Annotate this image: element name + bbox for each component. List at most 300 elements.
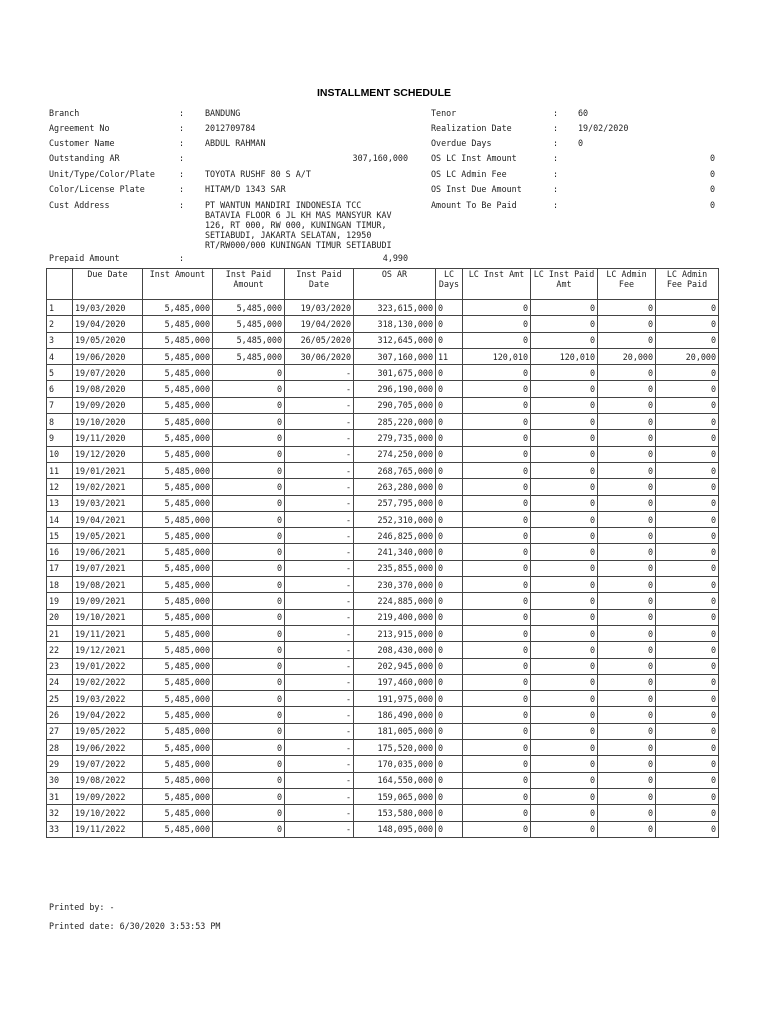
- cell-inst-amount: 5,485,000: [143, 462, 213, 478]
- cell-lc-inst-paid-amt: 0: [531, 560, 598, 576]
- table-row: [47, 365, 719, 381]
- installment-table: [46, 268, 719, 838]
- cell-row-no: 9: [47, 430, 73, 446]
- cell-row-no: 27: [47, 723, 73, 739]
- cell-inst-paid-date: -: [285, 658, 354, 674]
- label-overdue-days: Overdue Days: [431, 138, 492, 148]
- cell-lc-admin-fee: 0: [598, 658, 656, 674]
- cell-lc-admin-fee-paid: 0: [656, 365, 719, 381]
- value-realization-date: 19/02/2020: [578, 123, 629, 133]
- cell-os-ar: 153,580,000: [354, 805, 436, 821]
- cell-lc-days: 0: [436, 511, 463, 527]
- table-row: [47, 381, 719, 397]
- cell-due-date: 19/05/2020: [73, 332, 143, 348]
- label-branch: Branch: [49, 108, 80, 118]
- cell-os-ar: 197,460,000: [354, 674, 436, 690]
- cell-due-date: 19/06/2020: [73, 348, 143, 364]
- cell-lc-admin-fee: 0: [598, 593, 656, 609]
- colon: :: [179, 184, 185, 194]
- cell-lc-inst-amt: 0: [463, 332, 531, 348]
- cell-inst-amount: 5,485,000: [143, 365, 213, 381]
- table-row: [47, 772, 719, 788]
- cell-lc-inst-paid-amt: 0: [531, 723, 598, 739]
- col-header-os-ar: OS AR: [354, 269, 436, 300]
- cell-os-ar: 181,005,000: [354, 723, 436, 739]
- table-row: [47, 479, 719, 495]
- cell-inst-amount: 5,485,000: [143, 691, 213, 707]
- cell-lc-inst-amt: 0: [463, 723, 531, 739]
- table-row: [47, 658, 719, 674]
- cell-lc-inst-paid-amt: 0: [531, 821, 598, 837]
- cell-lc-admin-fee: 0: [598, 381, 656, 397]
- table-row: [47, 348, 719, 364]
- cell-lc-inst-amt: 0: [463, 430, 531, 446]
- table-row: [47, 430, 719, 446]
- cell-due-date: 19/12/2020: [73, 446, 143, 462]
- cell-inst-paid-date: 26/05/2020: [285, 332, 354, 348]
- table-row: [47, 316, 719, 332]
- cell-os-ar: 186,490,000: [354, 707, 436, 723]
- cell-lc-inst-paid-amt: 0: [531, 707, 598, 723]
- cell-inst-paid-date: -: [285, 723, 354, 739]
- cell-inst-amount: 5,485,000: [143, 348, 213, 364]
- cell-lc-inst-amt: 0: [463, 788, 531, 804]
- cell-os-ar: 312,645,000: [354, 332, 436, 348]
- cell-lc-admin-fee: 0: [598, 674, 656, 690]
- cell-lc-inst-amt: 0: [463, 707, 531, 723]
- cell-lc-inst-amt: 0: [463, 609, 531, 625]
- cell-due-date: 19/08/2022: [73, 772, 143, 788]
- cell-lc-inst-amt: 0: [463, 821, 531, 837]
- cell-lc-admin-fee-paid: 0: [656, 446, 719, 462]
- cell-lc-inst-paid-amt: 0: [531, 446, 598, 462]
- label-os-lc-admin-fee: OS LC Admin Fee: [431, 169, 507, 179]
- cell-lc-inst-paid-amt: 0: [531, 805, 598, 821]
- cell-lc-admin-fee-paid: 0: [656, 593, 719, 609]
- cell-lc-admin-fee-paid: 0: [656, 528, 719, 544]
- cell-lc-days: 0: [436, 446, 463, 462]
- cell-inst-paid-amount: 0: [213, 691, 285, 707]
- cell-inst-amount: 5,485,000: [143, 593, 213, 609]
- cell-inst-paid-amount: 0: [213, 397, 285, 413]
- cell-due-date: 19/06/2022: [73, 740, 143, 756]
- cell-row-no: 23: [47, 658, 73, 674]
- cell-lc-admin-fee-paid: 0: [656, 691, 719, 707]
- cell-row-no: 4: [47, 348, 73, 364]
- cell-lc-admin-fee-paid: 0: [656, 316, 719, 332]
- cell-lc-inst-amt: 0: [463, 300, 531, 316]
- cell-row-no: 29: [47, 756, 73, 772]
- cell-inst-amount: 5,485,000: [143, 723, 213, 739]
- cell-lc-admin-fee-paid: 0: [656, 756, 719, 772]
- cell-lc-admin-fee: 0: [598, 528, 656, 544]
- table-row: [47, 577, 719, 593]
- value-os-lc-admin-fee: 0: [709, 169, 715, 179]
- colon: :: [179, 169, 185, 179]
- cell-inst-amount: 5,485,000: [143, 332, 213, 348]
- cell-lc-admin-fee-paid: 0: [656, 332, 719, 348]
- cell-inst-amount: 5,485,000: [143, 414, 213, 430]
- cell-lc-admin-fee: 0: [598, 446, 656, 462]
- table-header-row: [47, 269, 719, 300]
- cell-lc-days: 0: [436, 772, 463, 788]
- cell-os-ar: 318,130,000: [354, 316, 436, 332]
- cell-lc-days: 0: [436, 560, 463, 576]
- col-header-lc-inst-paid-amt: LC Inst Paid Amt: [531, 269, 598, 300]
- cell-due-date: 19/11/2021: [73, 625, 143, 641]
- cell-lc-admin-fee: 20,000: [598, 348, 656, 364]
- cell-lc-inst-amt: 0: [463, 414, 531, 430]
- cell-lc-inst-amt: 0: [463, 528, 531, 544]
- cell-inst-paid-date: -: [285, 674, 354, 690]
- value-outstanding-ar: 307,160,000: [352, 153, 408, 163]
- cell-inst-paid-date: -: [285, 381, 354, 397]
- cell-os-ar: 170,035,000: [354, 756, 436, 772]
- cell-lc-inst-paid-amt: 0: [531, 528, 598, 544]
- cell-lc-inst-paid-amt: 0: [531, 609, 598, 625]
- cell-row-no: 28: [47, 740, 73, 756]
- cell-due-date: 19/10/2020: [73, 414, 143, 430]
- cell-due-date: 19/02/2021: [73, 479, 143, 495]
- cell-row-no: 1: [47, 300, 73, 316]
- cell-lc-inst-amt: 0: [463, 544, 531, 560]
- cell-inst-paid-date: -: [285, 625, 354, 641]
- cell-lc-admin-fee-paid: 0: [656, 560, 719, 576]
- cell-inst-amount: 5,485,000: [143, 625, 213, 641]
- cell-inst-paid-amount: 0: [213, 414, 285, 430]
- cell-row-no: 5: [47, 365, 73, 381]
- cell-lc-days: 0: [436, 642, 463, 658]
- cell-due-date: 19/06/2021: [73, 544, 143, 560]
- cell-lc-admin-fee: 0: [598, 805, 656, 821]
- cell-os-ar: 296,190,000: [354, 381, 436, 397]
- cell-lc-admin-fee: 0: [598, 707, 656, 723]
- cell-lc-admin-fee: 0: [598, 462, 656, 478]
- cell-due-date: 19/08/2021: [73, 577, 143, 593]
- cell-lc-admin-fee: 0: [598, 544, 656, 560]
- cell-lc-inst-paid-amt: 0: [531, 544, 598, 560]
- cell-lc-inst-paid-amt: 0: [531, 772, 598, 788]
- label-license-plate: Color/License Plate: [49, 184, 145, 194]
- cell-os-ar: 148,095,000: [354, 821, 436, 837]
- cell-os-ar: 213,915,000: [354, 625, 436, 641]
- cell-due-date: 19/05/2021: [73, 528, 143, 544]
- cell-inst-paid-amount: 0: [213, 658, 285, 674]
- cell-lc-admin-fee: 0: [598, 625, 656, 641]
- cell-lc-inst-amt: 120,010: [463, 348, 531, 364]
- cell-os-ar: 246,825,000: [354, 528, 436, 544]
- cell-inst-paid-amount: 0: [213, 462, 285, 478]
- cell-inst-paid-date: -: [285, 544, 354, 560]
- colon: :: [553, 123, 559, 133]
- col-header-no: [47, 269, 73, 300]
- cell-os-ar: 175,520,000: [354, 740, 436, 756]
- cell-inst-paid-date: -: [285, 560, 354, 576]
- cell-due-date: 19/03/2021: [73, 495, 143, 511]
- cell-os-ar: 235,855,000: [354, 560, 436, 576]
- cell-lc-admin-fee: 0: [598, 577, 656, 593]
- cell-inst-paid-amount: 0: [213, 756, 285, 772]
- cell-inst-paid-date: -: [285, 593, 354, 609]
- cell-os-ar: 230,370,000: [354, 577, 436, 593]
- cell-lc-inst-paid-amt: 0: [531, 300, 598, 316]
- cell-inst-paid-date: -: [285, 821, 354, 837]
- cell-inst-amount: 5,485,000: [143, 381, 213, 397]
- cell-lc-days: 0: [436, 495, 463, 511]
- colon: :: [179, 138, 185, 148]
- cell-row-no: 21: [47, 625, 73, 641]
- cell-due-date: 19/01/2021: [73, 462, 143, 478]
- cell-lc-admin-fee: 0: [598, 772, 656, 788]
- cell-lc-days: 0: [436, 756, 463, 772]
- cell-lc-admin-fee-paid: 0: [656, 495, 719, 511]
- cell-lc-inst-amt: 0: [463, 805, 531, 821]
- cell-row-no: 10: [47, 446, 73, 462]
- cell-row-no: 30: [47, 772, 73, 788]
- cell-inst-paid-date: 19/04/2020: [285, 316, 354, 332]
- cell-row-no: 31: [47, 788, 73, 804]
- value-prepaid-amount: 4,990: [382, 253, 408, 263]
- cell-lc-admin-fee-paid: 0: [656, 772, 719, 788]
- cell-inst-amount: 5,485,000: [143, 479, 213, 495]
- cell-row-no: 3: [47, 332, 73, 348]
- value-tenor: 60: [578, 108, 589, 118]
- cell-inst-paid-date: -: [285, 446, 354, 462]
- colon: :: [179, 253, 185, 263]
- cell-due-date: 19/03/2022: [73, 691, 143, 707]
- cell-inst-paid-amount: 0: [213, 495, 285, 511]
- cell-lc-inst-amt: 0: [463, 462, 531, 478]
- cell-lc-days: 0: [436, 316, 463, 332]
- cell-lc-inst-paid-amt: 0: [531, 316, 598, 332]
- cell-row-no: 12: [47, 479, 73, 495]
- cell-due-date: 19/07/2021: [73, 560, 143, 576]
- cell-lc-admin-fee-paid: 0: [656, 821, 719, 837]
- cell-row-no: 6: [47, 381, 73, 397]
- cell-due-date: 19/07/2022: [73, 756, 143, 772]
- cell-lc-admin-fee: 0: [598, 316, 656, 332]
- cell-lc-admin-fee: 0: [598, 332, 656, 348]
- cell-inst-paid-amount: 5,485,000: [213, 316, 285, 332]
- label-outstanding-ar: Outstanding AR: [49, 153, 120, 163]
- cell-inst-paid-amount: 0: [213, 560, 285, 576]
- cell-inst-paid-amount: 0: [213, 430, 285, 446]
- cell-row-no: 13: [47, 495, 73, 511]
- cell-due-date: 19/08/2020: [73, 381, 143, 397]
- cell-lc-days: 0: [436, 821, 463, 837]
- cell-lc-days: 0: [436, 462, 463, 478]
- cell-inst-paid-amount: 0: [213, 609, 285, 625]
- cell-os-ar: 263,280,000: [354, 479, 436, 495]
- colon: :: [553, 169, 559, 179]
- cell-lc-inst-paid-amt: 120,010: [531, 348, 598, 364]
- cell-inst-paid-date: -: [285, 642, 354, 658]
- table-row: [47, 805, 719, 821]
- colon: :: [179, 153, 185, 163]
- label-realization-date: Realization Date: [431, 123, 512, 133]
- cell-lc-inst-amt: 0: [463, 772, 531, 788]
- cell-inst-amount: 5,485,000: [143, 772, 213, 788]
- cell-lc-inst-paid-amt: 0: [531, 511, 598, 527]
- cell-due-date: 19/04/2021: [73, 511, 143, 527]
- cell-lc-admin-fee: 0: [598, 642, 656, 658]
- table-row: [47, 756, 719, 772]
- cell-os-ar: 323,615,000: [354, 300, 436, 316]
- cell-inst-amount: 5,485,000: [143, 577, 213, 593]
- cell-os-ar: 257,795,000: [354, 495, 436, 511]
- cell-os-ar: 191,975,000: [354, 691, 436, 707]
- cell-lc-days: 0: [436, 658, 463, 674]
- cell-inst-paid-amount: 5,485,000: [213, 332, 285, 348]
- cell-lc-admin-fee-paid: 0: [656, 462, 719, 478]
- cell-inst-paid-date: -: [285, 397, 354, 413]
- cell-row-no: 17: [47, 560, 73, 576]
- cell-lc-days: 0: [436, 430, 463, 446]
- cell-due-date: 19/10/2021: [73, 609, 143, 625]
- cell-lc-inst-paid-amt: 0: [531, 577, 598, 593]
- cell-os-ar: 252,310,000: [354, 511, 436, 527]
- cell-lc-inst-paid-amt: 0: [531, 397, 598, 413]
- cell-row-no: 18: [47, 577, 73, 593]
- cell-lc-days: 0: [436, 528, 463, 544]
- cell-lc-admin-fee-paid: 0: [656, 577, 719, 593]
- table-row: [47, 707, 719, 723]
- cell-lc-admin-fee-paid: 0: [656, 707, 719, 723]
- cell-inst-paid-date: -: [285, 772, 354, 788]
- cell-lc-inst-paid-amt: 0: [531, 756, 598, 772]
- cell-lc-days: 0: [436, 397, 463, 413]
- table-row: [47, 560, 719, 576]
- cell-lc-inst-amt: 0: [463, 316, 531, 332]
- cell-due-date: 19/02/2022: [73, 674, 143, 690]
- cell-row-no: 33: [47, 821, 73, 837]
- cell-inst-amount: 5,485,000: [143, 788, 213, 804]
- cell-lc-admin-fee-paid: 0: [656, 479, 719, 495]
- cell-lc-admin-fee-paid: 0: [656, 414, 719, 430]
- cell-inst-paid-amount: 0: [213, 479, 285, 495]
- cell-inst-amount: 5,485,000: [143, 642, 213, 658]
- cell-inst-paid-date: -: [285, 479, 354, 495]
- cell-lc-admin-fee: 0: [598, 788, 656, 804]
- cell-inst-paid-amount: 0: [213, 511, 285, 527]
- colon: :: [553, 200, 559, 210]
- cell-os-ar: 290,705,000: [354, 397, 436, 413]
- cell-lc-inst-paid-amt: 0: [531, 495, 598, 511]
- cell-lc-inst-paid-amt: 0: [531, 740, 598, 756]
- cell-lc-inst-amt: 0: [463, 658, 531, 674]
- cell-due-date: 19/09/2022: [73, 788, 143, 804]
- cell-lc-inst-amt: 0: [463, 691, 531, 707]
- cell-os-ar: 159,065,000: [354, 788, 436, 804]
- cell-lc-inst-paid-amt: 0: [531, 365, 598, 381]
- cell-inst-amount: 5,485,000: [143, 316, 213, 332]
- cell-inst-paid-amount: 0: [213, 674, 285, 690]
- cell-lc-admin-fee: 0: [598, 740, 656, 756]
- cell-inst-paid-date: -: [285, 707, 354, 723]
- cell-inst-paid-date: -: [285, 528, 354, 544]
- cell-row-no: 26: [47, 707, 73, 723]
- cell-lc-admin-fee: 0: [598, 723, 656, 739]
- cell-row-no: 20: [47, 609, 73, 625]
- cell-lc-admin-fee-paid: 0: [656, 397, 719, 413]
- cell-lc-inst-amt: 0: [463, 642, 531, 658]
- cell-os-ar: 241,340,000: [354, 544, 436, 560]
- cell-lc-days: 0: [436, 625, 463, 641]
- cell-lc-days: 0: [436, 414, 463, 430]
- colon: :: [179, 123, 185, 133]
- cell-lc-days: 0: [436, 723, 463, 739]
- cell-lc-days: 11: [436, 348, 463, 364]
- cell-inst-paid-amount: 0: [213, 446, 285, 462]
- cell-lc-inst-paid-amt: 0: [531, 625, 598, 641]
- cell-inst-paid-amount: 0: [213, 805, 285, 821]
- cell-inst-paid-amount: 0: [213, 723, 285, 739]
- cell-lc-days: 0: [436, 593, 463, 609]
- cell-lc-inst-paid-amt: 0: [531, 658, 598, 674]
- cell-lc-admin-fee-paid: 0: [656, 658, 719, 674]
- col-header-inst-paid-date: Inst Paid Date: [285, 269, 354, 300]
- cell-lc-admin-fee: 0: [598, 609, 656, 625]
- cell-lc-inst-amt: 0: [463, 740, 531, 756]
- table-row: [47, 821, 719, 837]
- value-customer-name: ABDUL RAHMAN: [205, 138, 266, 148]
- cell-lc-admin-fee-paid: 0: [656, 430, 719, 446]
- colon: :: [553, 153, 559, 163]
- cell-lc-admin-fee-paid: 0: [656, 723, 719, 739]
- cell-lc-admin-fee: 0: [598, 365, 656, 381]
- cell-os-ar: 224,885,000: [354, 593, 436, 609]
- cell-lc-days: 0: [436, 674, 463, 690]
- cell-lc-admin-fee: 0: [598, 511, 656, 527]
- cell-lc-inst-paid-amt: 0: [531, 691, 598, 707]
- cell-lc-days: 0: [436, 691, 463, 707]
- cell-lc-inst-paid-amt: 0: [531, 332, 598, 348]
- colon: :: [553, 138, 559, 148]
- cell-lc-admin-fee: 0: [598, 691, 656, 707]
- cell-os-ar: 285,220,000: [354, 414, 436, 430]
- colon: :: [179, 200, 185, 210]
- col-header-inst-paid-amount: Inst Paid Amount: [213, 269, 285, 300]
- table-row: [47, 625, 719, 641]
- cell-lc-days: 0: [436, 332, 463, 348]
- cell-inst-paid-amount: 0: [213, 625, 285, 641]
- cell-due-date: 19/04/2020: [73, 316, 143, 332]
- cell-lc-days: 0: [436, 300, 463, 316]
- table-row: [47, 593, 719, 609]
- cell-lc-admin-fee: 0: [598, 756, 656, 772]
- value-license-plate: HITAM/D 1343 SAR: [205, 184, 286, 194]
- cell-lc-admin-fee-paid: 0: [656, 740, 719, 756]
- cell-row-no: 22: [47, 642, 73, 658]
- cell-lc-inst-amt: 0: [463, 365, 531, 381]
- cell-inst-amount: 5,485,000: [143, 707, 213, 723]
- cell-inst-amount: 5,485,000: [143, 544, 213, 560]
- cell-os-ar: 307,160,000: [354, 348, 436, 364]
- cell-lc-inst-paid-amt: 0: [531, 479, 598, 495]
- table-row: [47, 446, 719, 462]
- cell-inst-paid-amount: 0: [213, 365, 285, 381]
- cell-inst-amount: 5,485,000: [143, 658, 213, 674]
- cell-os-ar: 301,675,000: [354, 365, 436, 381]
- table-row: [47, 788, 719, 804]
- colon: :: [553, 108, 559, 118]
- cell-lc-inst-amt: 0: [463, 479, 531, 495]
- cell-lc-inst-amt: 0: [463, 625, 531, 641]
- cell-lc-admin-fee: 0: [598, 397, 656, 413]
- cell-lc-days: 0: [436, 381, 463, 397]
- cell-inst-amount: 5,485,000: [143, 756, 213, 772]
- table-body: [47, 300, 719, 838]
